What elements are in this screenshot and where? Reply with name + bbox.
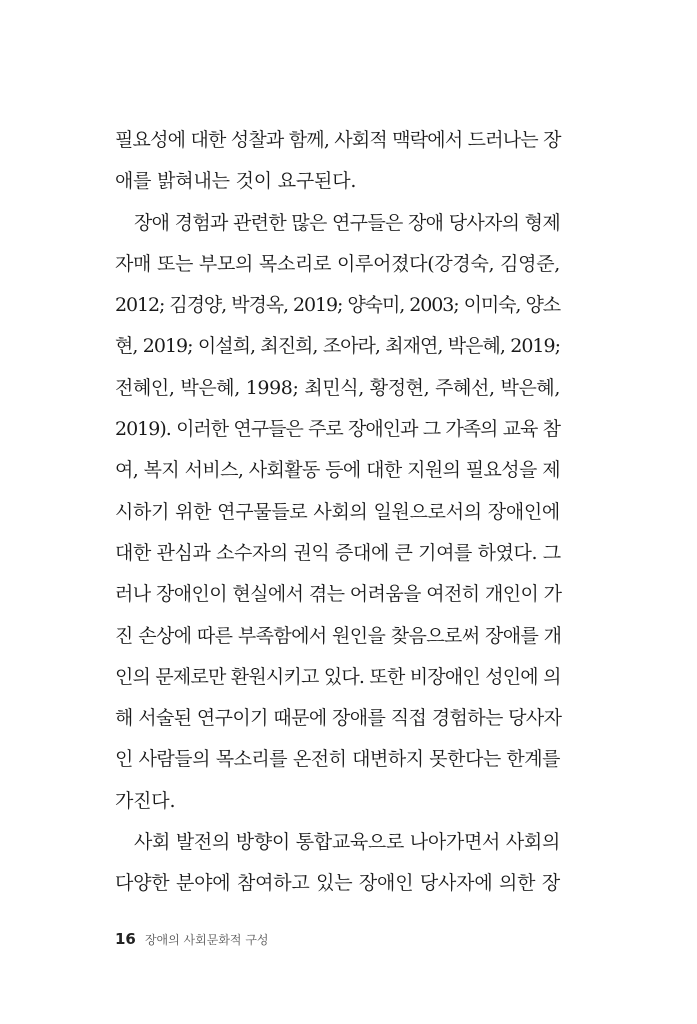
text-line: 다양한 분야에 참여하고 있는 장애인 당사자에 의한 장 xyxy=(115,872,560,895)
text-line: 2019). 이러한 연구들은 주로 장애인과 그 가족의 교육 참 xyxy=(115,418,560,441)
text-line: 가진다. xyxy=(115,789,176,812)
text-line: 해 서술된 연구이기 때문에 장애를 직접 경험하는 당사자 xyxy=(115,707,562,730)
text-line: 장애 경험과 관련한 많은 연구들은 장애 당사자의 형제 xyxy=(134,211,560,234)
text-line: 사회 발전의 방향이 통합교육으로 나아가면서 사회의 xyxy=(134,831,560,854)
text-line: 인 사람들의 목소리를 온전히 대변하지 못한다는 한계를 xyxy=(115,748,560,771)
text-line: 현, 2019; 이설희, 최진희, 조아라, 최재연, 박은혜, 2019; xyxy=(115,335,560,358)
body-text xyxy=(115,120,560,905)
text-line: 인의 문제로만 환원시키고 있다. 또한 비장애인 성인에 의 xyxy=(115,665,561,688)
text-line: 애를 밝혀내는 것이 요구된다. xyxy=(115,170,357,193)
text-line: 러나 장애인이 현실에서 겪는 어려움을 여전히 개인이 가 xyxy=(115,583,562,606)
page-footer xyxy=(115,928,269,950)
text-line: 필요성에 대한 성찰과 함께, 사회적 맥락에서 드러나는 장 xyxy=(115,129,561,151)
text-line: 여, 복지 서비스, 사회활동 등에 대한 지원의 필요성을 제 xyxy=(115,459,560,482)
text-line: 대한 관심과 소수자의 권익 증대에 큰 기여를 하였다. 그 xyxy=(115,541,561,564)
text-line: 진 손상에 따른 부족함에서 원인을 찾음으로써 장애를 개 xyxy=(115,624,562,647)
text-line: 시하기 위한 연구물들로 사회의 일원으로서의 장애인에 xyxy=(115,500,560,523)
text-line: 자매 또는 부모의 목소리로 이루어졌다(강경숙, 김영준, xyxy=(115,252,560,275)
text-line: 전혜인, 박은혜, 1998; 최민식, 황정현, 주혜선, 박은혜, xyxy=(115,376,560,399)
page-number: 16 xyxy=(115,930,136,948)
running-title: 장애의 사회문화적 구성 xyxy=(144,933,269,947)
text-line: 2012; 김경양, 박경옥, 2019; 양숙미, 2003; 이미숙, 양소 xyxy=(115,294,560,317)
